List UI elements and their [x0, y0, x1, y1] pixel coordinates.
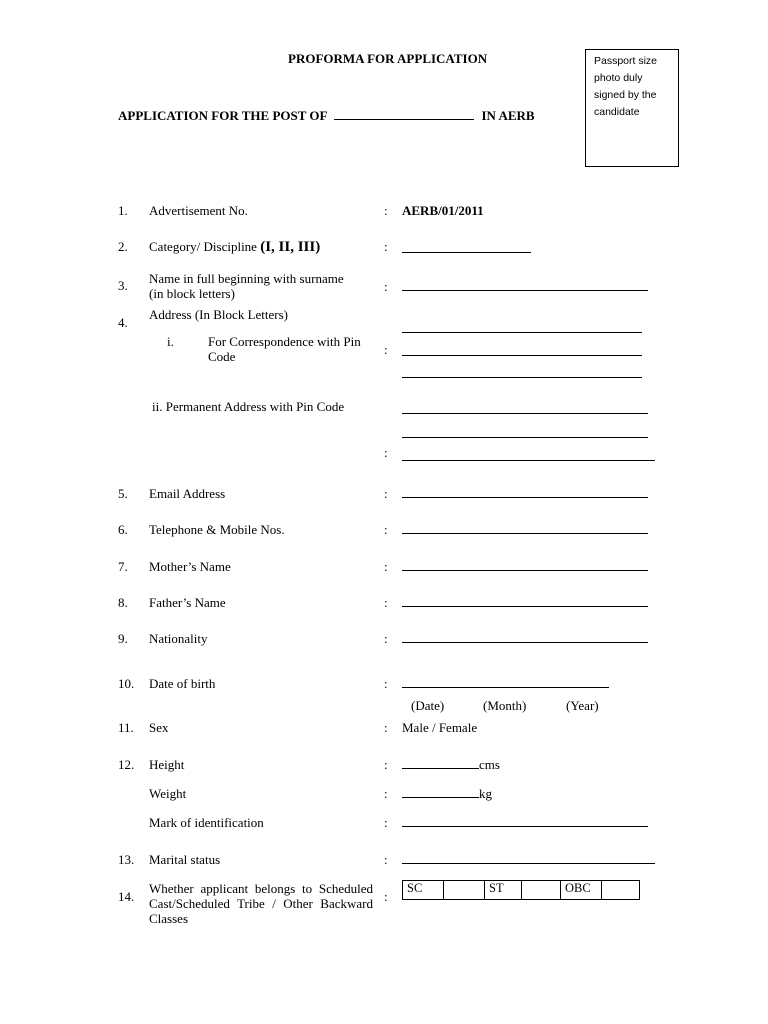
item-number: 14. [118, 889, 135, 904]
weight-field[interactable] [402, 797, 479, 798]
caste-label-line3: Classes [149, 911, 188, 926]
height-unit: cms [479, 757, 500, 772]
dob-label: Date of birth [149, 676, 216, 691]
corr-address-number: i. [167, 334, 174, 349]
weight-field-wrap [402, 786, 492, 802]
colon: : [384, 889, 388, 904]
height-field-wrap [402, 757, 500, 773]
identification-mark-label: Mark of identification [149, 815, 264, 830]
address-label: Address (In Block Letters) [149, 307, 288, 322]
photo-box-text: Passport size photo duly signed by the candidate [594, 55, 658, 118]
item-number: 11. [118, 720, 134, 735]
colon: : [384, 631, 388, 646]
item-number: 12. [118, 757, 135, 772]
corr-address-line2: Code [208, 349, 236, 364]
item-number: 10. [118, 676, 135, 691]
corr-address-field-3[interactable] [402, 377, 642, 378]
advertisement-label: Advertisement No. [149, 203, 248, 218]
caste-option-st: ST [485, 881, 522, 900]
father-name-field[interactable] [402, 606, 648, 607]
marital-status-field[interactable] [402, 863, 655, 864]
corr-address-field-1[interactable] [402, 332, 642, 333]
colon: : [384, 595, 388, 610]
nationality-label: Nationality [149, 631, 208, 646]
colon: : [384, 445, 388, 460]
name-label-line1: Name in full beginning with surname [149, 271, 344, 286]
colon: : [384, 239, 388, 254]
category-label [149, 239, 320, 255]
colon: : [384, 486, 388, 501]
item-number: 9. [118, 631, 128, 646]
mother-name-field[interactable] [402, 570, 648, 571]
colon: : [384, 786, 388, 801]
caste-table [402, 880, 640, 900]
item-number: 5. [118, 486, 128, 501]
perm-address-field-3[interactable] [402, 460, 655, 461]
colon: : [384, 757, 388, 772]
item-number: 8. [118, 595, 128, 610]
sex-options[interactable]: Male / Female [402, 720, 478, 735]
mother-name-label: Mother’s Name [149, 559, 231, 574]
colon: : [384, 852, 388, 867]
caste-checkbox-obc[interactable] [602, 881, 640, 900]
category-field[interactable] [402, 252, 531, 253]
sex-label: Sex [149, 720, 169, 735]
caste-option-sc: SC [403, 881, 444, 900]
caste-label-line2: Cast/Scheduled Tribe / Other Backward [149, 896, 373, 911]
item-number: 3. [118, 278, 128, 293]
name-field[interactable] [402, 290, 648, 291]
post-blank[interactable] [334, 119, 474, 120]
colon: : [384, 203, 388, 218]
father-name-label: Father’s Name [149, 595, 226, 610]
colon: : [384, 559, 388, 574]
caste-checkbox-sc[interactable] [444, 881, 485, 900]
corr-address-line1: For Correspondence with Pin [208, 334, 361, 349]
colon: : [384, 676, 388, 691]
dob-date-caption: (Date) [411, 698, 445, 713]
item-number: 1. [118, 203, 128, 218]
identification-mark-field[interactable] [402, 826, 648, 827]
colon: : [384, 522, 388, 537]
item-number: 7. [118, 559, 128, 574]
colon: : [384, 342, 388, 357]
name-label-line2: (in block letters) [149, 286, 235, 301]
category-label-text: Category/ Discipline [149, 239, 257, 254]
photo-box [585, 49, 679, 167]
dob-year-caption: (Year) [566, 698, 599, 713]
email-field[interactable] [402, 497, 648, 498]
perm-address-field-2[interactable] [402, 437, 648, 438]
phone-field[interactable] [402, 533, 648, 534]
email-label: Email Address [149, 486, 226, 501]
nationality-field[interactable] [402, 642, 648, 643]
height-field[interactable] [402, 768, 479, 769]
caste-label-line1: Whether applicant belongs to Scheduled [149, 881, 373, 896]
marital-status-label: Marital status [149, 852, 221, 867]
item-number: 6. [118, 522, 128, 537]
dob-month-caption: (Month) [483, 698, 527, 713]
item-number: 4. [118, 315, 128, 330]
colon: : [384, 279, 388, 294]
perm-address-label: ii. Permanent Address with Pin Code [152, 399, 345, 414]
category-options: (I, II, III) [260, 239, 321, 255]
post-line [118, 108, 535, 124]
post-line-suffix: IN AERB [481, 108, 535, 123]
item-number: 2. [118, 239, 128, 254]
caste-option-obc: OBC [561, 881, 602, 900]
corr-address-label [208, 334, 361, 364]
dob-field[interactable] [402, 687, 609, 688]
colon: : [384, 720, 388, 735]
perm-address-field-1[interactable] [402, 413, 648, 414]
item-number: 13. [118, 852, 135, 867]
colon: : [384, 815, 388, 830]
caste-label [149, 881, 373, 926]
weight-unit: kg [479, 786, 492, 801]
corr-address-field-2[interactable] [402, 355, 642, 356]
form-title: PROFORMA FOR APPLICATION [288, 51, 488, 66]
phone-label: Telephone & Mobile Nos. [149, 522, 285, 537]
name-label [149, 271, 344, 301]
caste-checkbox-st[interactable] [522, 881, 561, 900]
weight-label: Weight [149, 786, 187, 801]
post-line-prefix: APPLICATION FOR THE POST OF [118, 108, 327, 123]
advertisement-value: AERB/01/2011 [402, 203, 484, 218]
height-label: Height [149, 757, 185, 772]
